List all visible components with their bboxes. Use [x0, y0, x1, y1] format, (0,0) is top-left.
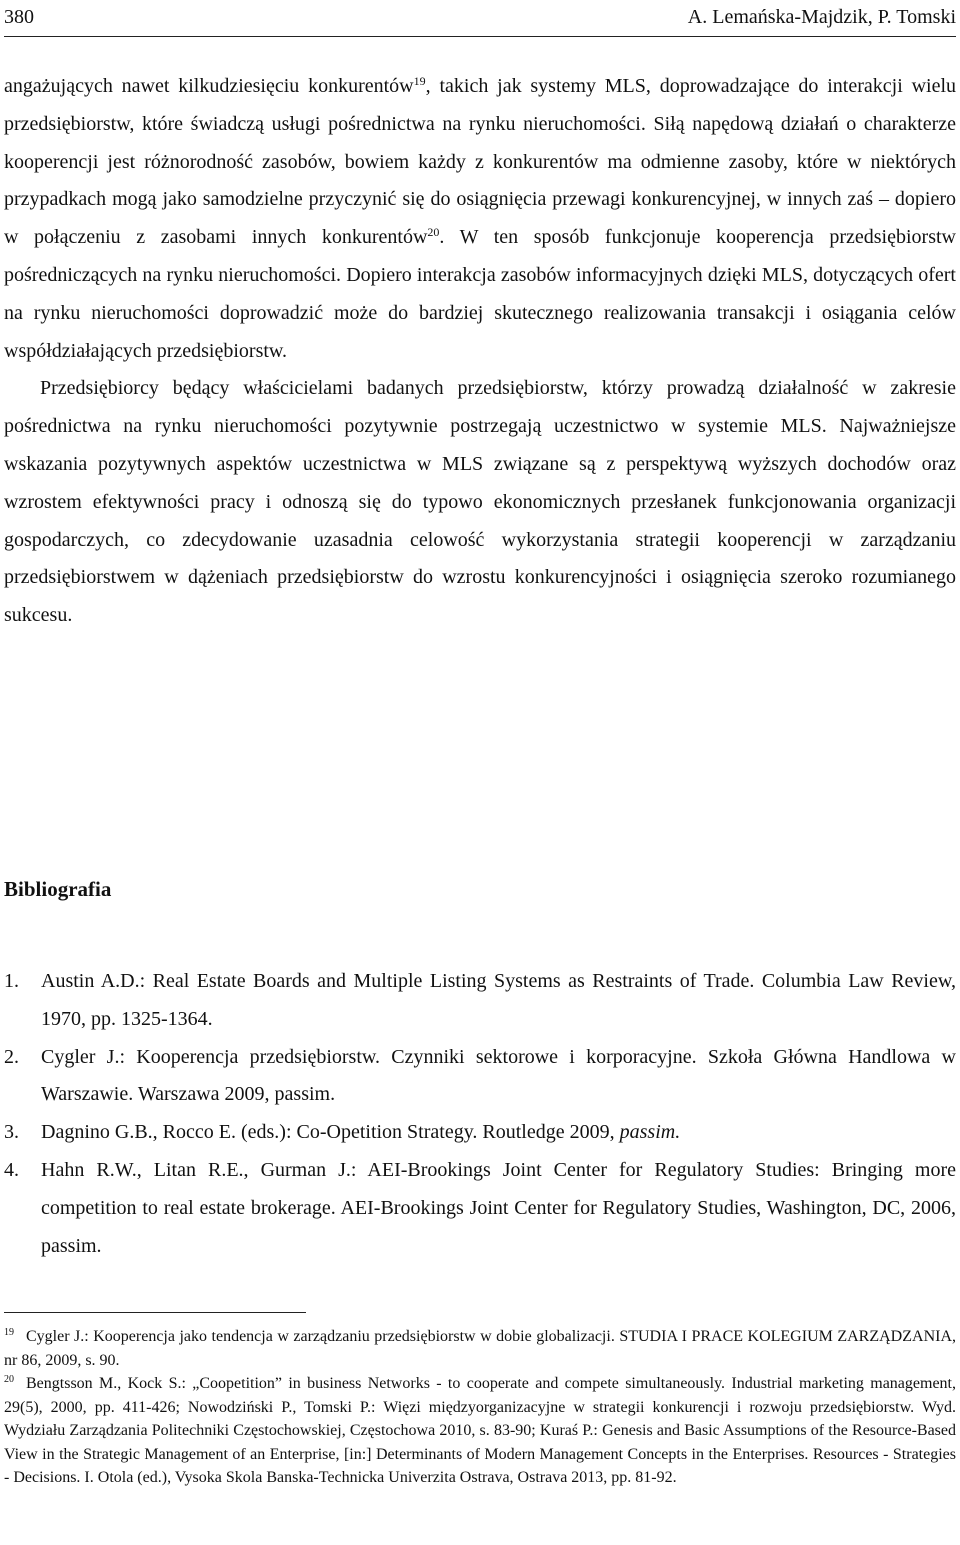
bibliography-item [4, 1152, 956, 1265]
bibliography-item-text: Cygler J.: Kooperencja przedsiębiorstw. Czynniki sektorowe i korporacyjne. Szkoła Główna Handlowa w Warszawie. Warszawa 2009, passim. [41, 1045, 956, 1106]
bibliography-list [4, 963, 956, 1265]
footnote-19 [4, 1325, 956, 1372]
bibliography-item-text: Hahn R.W., Litan R.E., Gurman J.: AEI-Brookings Joint Center for Regulatory Studies: Bringing more competition to real estate brokerage. AEI-Brookings Joint Center for Regulatory Studies, Washington, DC, 2006, passim. [41, 1158, 956, 1257]
paragraph-2-start: Siłą napędową działań o charakterze kooperencji jest różnorodność zasobów, bowiem każdy z konkurentów ma odmienne zasoby, które w niektórych przypadkach mogą jako samodzielne przyczynić się do osiągnięcia przewagi konkurencyjnej, w innych zaś – dopiero w połączeniu z zasobami innych konkurentów [4, 112, 956, 249]
footnote-number: 19 [4, 1327, 14, 1338]
paragraph-1-rest: , takich jak systemy MLS, doprowadzające do interakcji wielu przedsiębiorstw, które świadczą usługi pośrednictwa na rynku nieruchomości. [4, 75, 957, 135]
bibliography-item-italic: passim. [619, 1121, 681, 1144]
page-number: 380 [4, 6, 34, 28]
footnote-separator [4, 1312, 306, 1313]
bibliography-item-number: 3. [4, 1121, 19, 1144]
bibliography-item-text: Dagnino G.B., Rocco E. (eds.): Co-Opetition Strategy. Routledge 2009, [41, 1121, 620, 1144]
bibliography-item [4, 1039, 956, 1115]
footnotes [4, 1325, 956, 1490]
bibliography-item [4, 963, 956, 1039]
bibliography-item [4, 1114, 956, 1152]
bibliography-heading: Bibliografia [4, 877, 112, 901]
paragraph-1-text: angażujących nawet kilkudziesięciu konkurentów [4, 75, 414, 97]
paragraph-2-rest: . W ten sposób funkcjonuje kooperencja przedsiębiorstw pośredniczących na rynku nieruchomości. Dopiero interakcja zasobów informacyjnych dzięki MLS, dotyczących ofert na rynku nieruchomości doprowadzić może do bardziej skutecznego realizowania transakcji i osiągania celów współdziałających przedsiębiorstw. [4, 226, 956, 362]
running-header-authors: A. Lemańska-Majdzik, P. Tomski [687, 6, 956, 28]
paragraph-3: Przedsiębiorcy będący właścicielami badanych przedsiębiorstw, którzy prowadzą działalność w zakresie pośrednictwa na rynku nieruchomości pozytywnie postrzegają uczestnictwo w systemie MLS. Najważniejsze wskazania pozytywnych aspektów uczestnictwa w MLS związane są z perspektywą wyższych dochodów oraz wzrostem efektywności pracy i odnoszą się do typowo ekonomicznych przesłanek funkcjonowania organizacji gospodarczych, co zdecydowanie uzasadnia celowość wykorzystania strategii kooperencji w zarządzaniu przedsiębiorstwem w dążeniach przedsiębiorstw do wzrostu konkurencyjności i osiągnięcia szeroko rozumianego sukcesu. [4, 377, 956, 627]
bibliography-item-number: 1. [4, 970, 19, 992]
footnote-text: Bengtsson M., Kock S.: „Coopetition” in business Networks - to cooperate and compete simultaneously. Industrial marketing management, 29(5), 2000, pp. 411-426; Nowodziński P., Tomski P.: Więzi międzyorganizacyjne w strategii konkurencji i rozwoju przedsiębiorstw. Wyd. Wydziału Zarządzania Politechniki Częstochowskiej, Częstochowa 2010, s. 83-90; Kuraś P.: Genesis and Basic Assumptions of the Resource-Based View in the Strategic Management of an Enterprise, [in:] Determinants of Modern Management Concepts in the Enterprises. Resources - Strategies - Decisions. I. Otola (ed.), Vysoka Skola Banska-Technicka Univerzita Ostrava, Ostrava 2013, pp. 81-92. [4, 1375, 956, 1486]
footnote-20 [4, 1372, 956, 1490]
bibliography-item-text: Austin A.D.: Real Estate Boards and Multiple Listing Systems as Restraints of Trade. Columbia Law Review, 1970, pp. 1325-1364. [41, 970, 956, 1030]
bibliography-item-number: 4. [4, 1158, 19, 1181]
footnote-ref-19[interactable]: 19 [413, 74, 426, 88]
main-text [4, 68, 956, 635]
running-header [4, 4, 956, 37]
footnote-text: Cygler J.: Kooperencja jako tendencja w zarządzaniu przedsiębiorstw w dobie globalizacji. STUDIA I PRACE KOLEGIUM ZARZĄDZANIA, nr 86, 2009, s. 90. [4, 1328, 956, 1369]
paragraph-1 [4, 68, 956, 370]
bibliography-item-number: 2. [4, 1045, 19, 1068]
footnote-ref-20[interactable]: 20 [427, 225, 440, 240]
footnote-number: 20 [4, 1374, 14, 1385]
